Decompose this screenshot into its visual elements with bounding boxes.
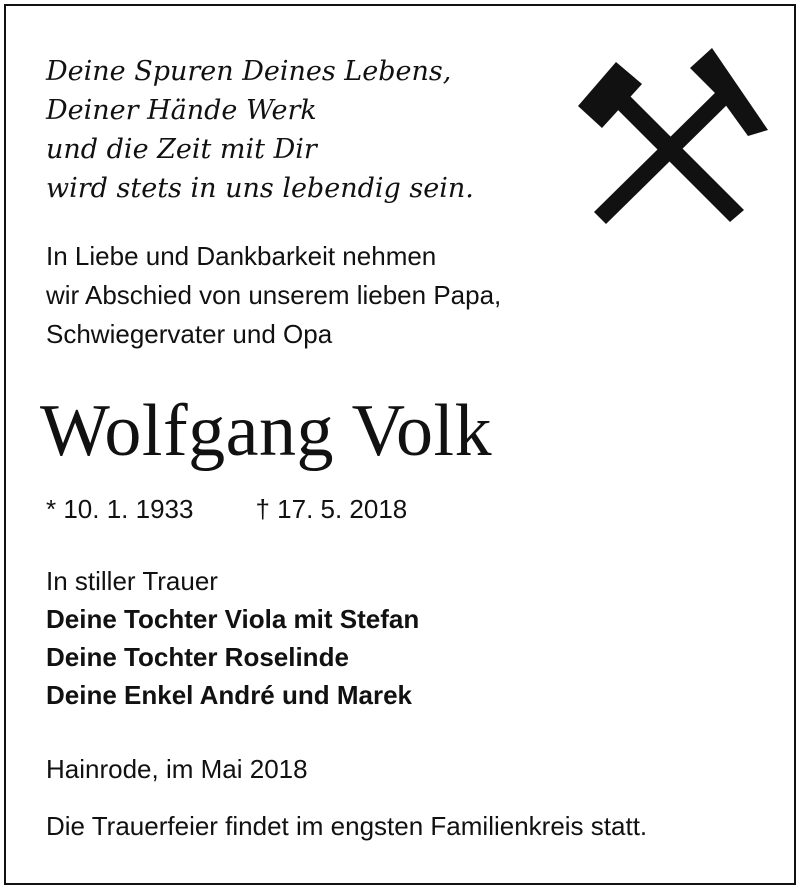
hammer-and-pick-icon bbox=[572, 44, 772, 224]
poem-line: und die Zeit mit Dir bbox=[46, 134, 317, 165]
mourner-name: Deine Tochter Viola mit Stefan bbox=[46, 604, 420, 634]
poem-line: Deine Spuren Deines Lebens, bbox=[46, 56, 452, 87]
poem bbox=[46, 52, 474, 208]
mourners-heading: In stiller Trauer bbox=[46, 566, 218, 596]
intro-line: In Liebe und Dankbarkeit nehmen bbox=[46, 241, 437, 271]
deceased-name: Wolfgang Volk bbox=[40, 390, 493, 472]
intro-text bbox=[46, 237, 501, 354]
poem-line: wird stets in uns lebendig sein. bbox=[46, 173, 474, 204]
funeral-note: Die Trauerfeier findet im engsten Familienkreis statt. bbox=[46, 811, 648, 841]
mourner-name: Deine Tochter Roselinde bbox=[46, 642, 349, 672]
intro-line: wir Abschied von unserem lieben Papa, bbox=[46, 280, 502, 310]
place-and-date: Hainrode, im Mai 2018 bbox=[46, 754, 308, 784]
intro-line: Schwiegervater und Opa bbox=[46, 319, 333, 349]
mourner-name: Deine Enkel André und Marek bbox=[46, 680, 413, 710]
death-date: † 17. 5. 2018 bbox=[255, 494, 408, 524]
life-dates bbox=[46, 490, 407, 529]
birth-date: * 10. 1. 1933 bbox=[46, 494, 194, 524]
mourners bbox=[46, 562, 419, 714]
poem-line: Deiner Hände Werk bbox=[46, 95, 317, 126]
